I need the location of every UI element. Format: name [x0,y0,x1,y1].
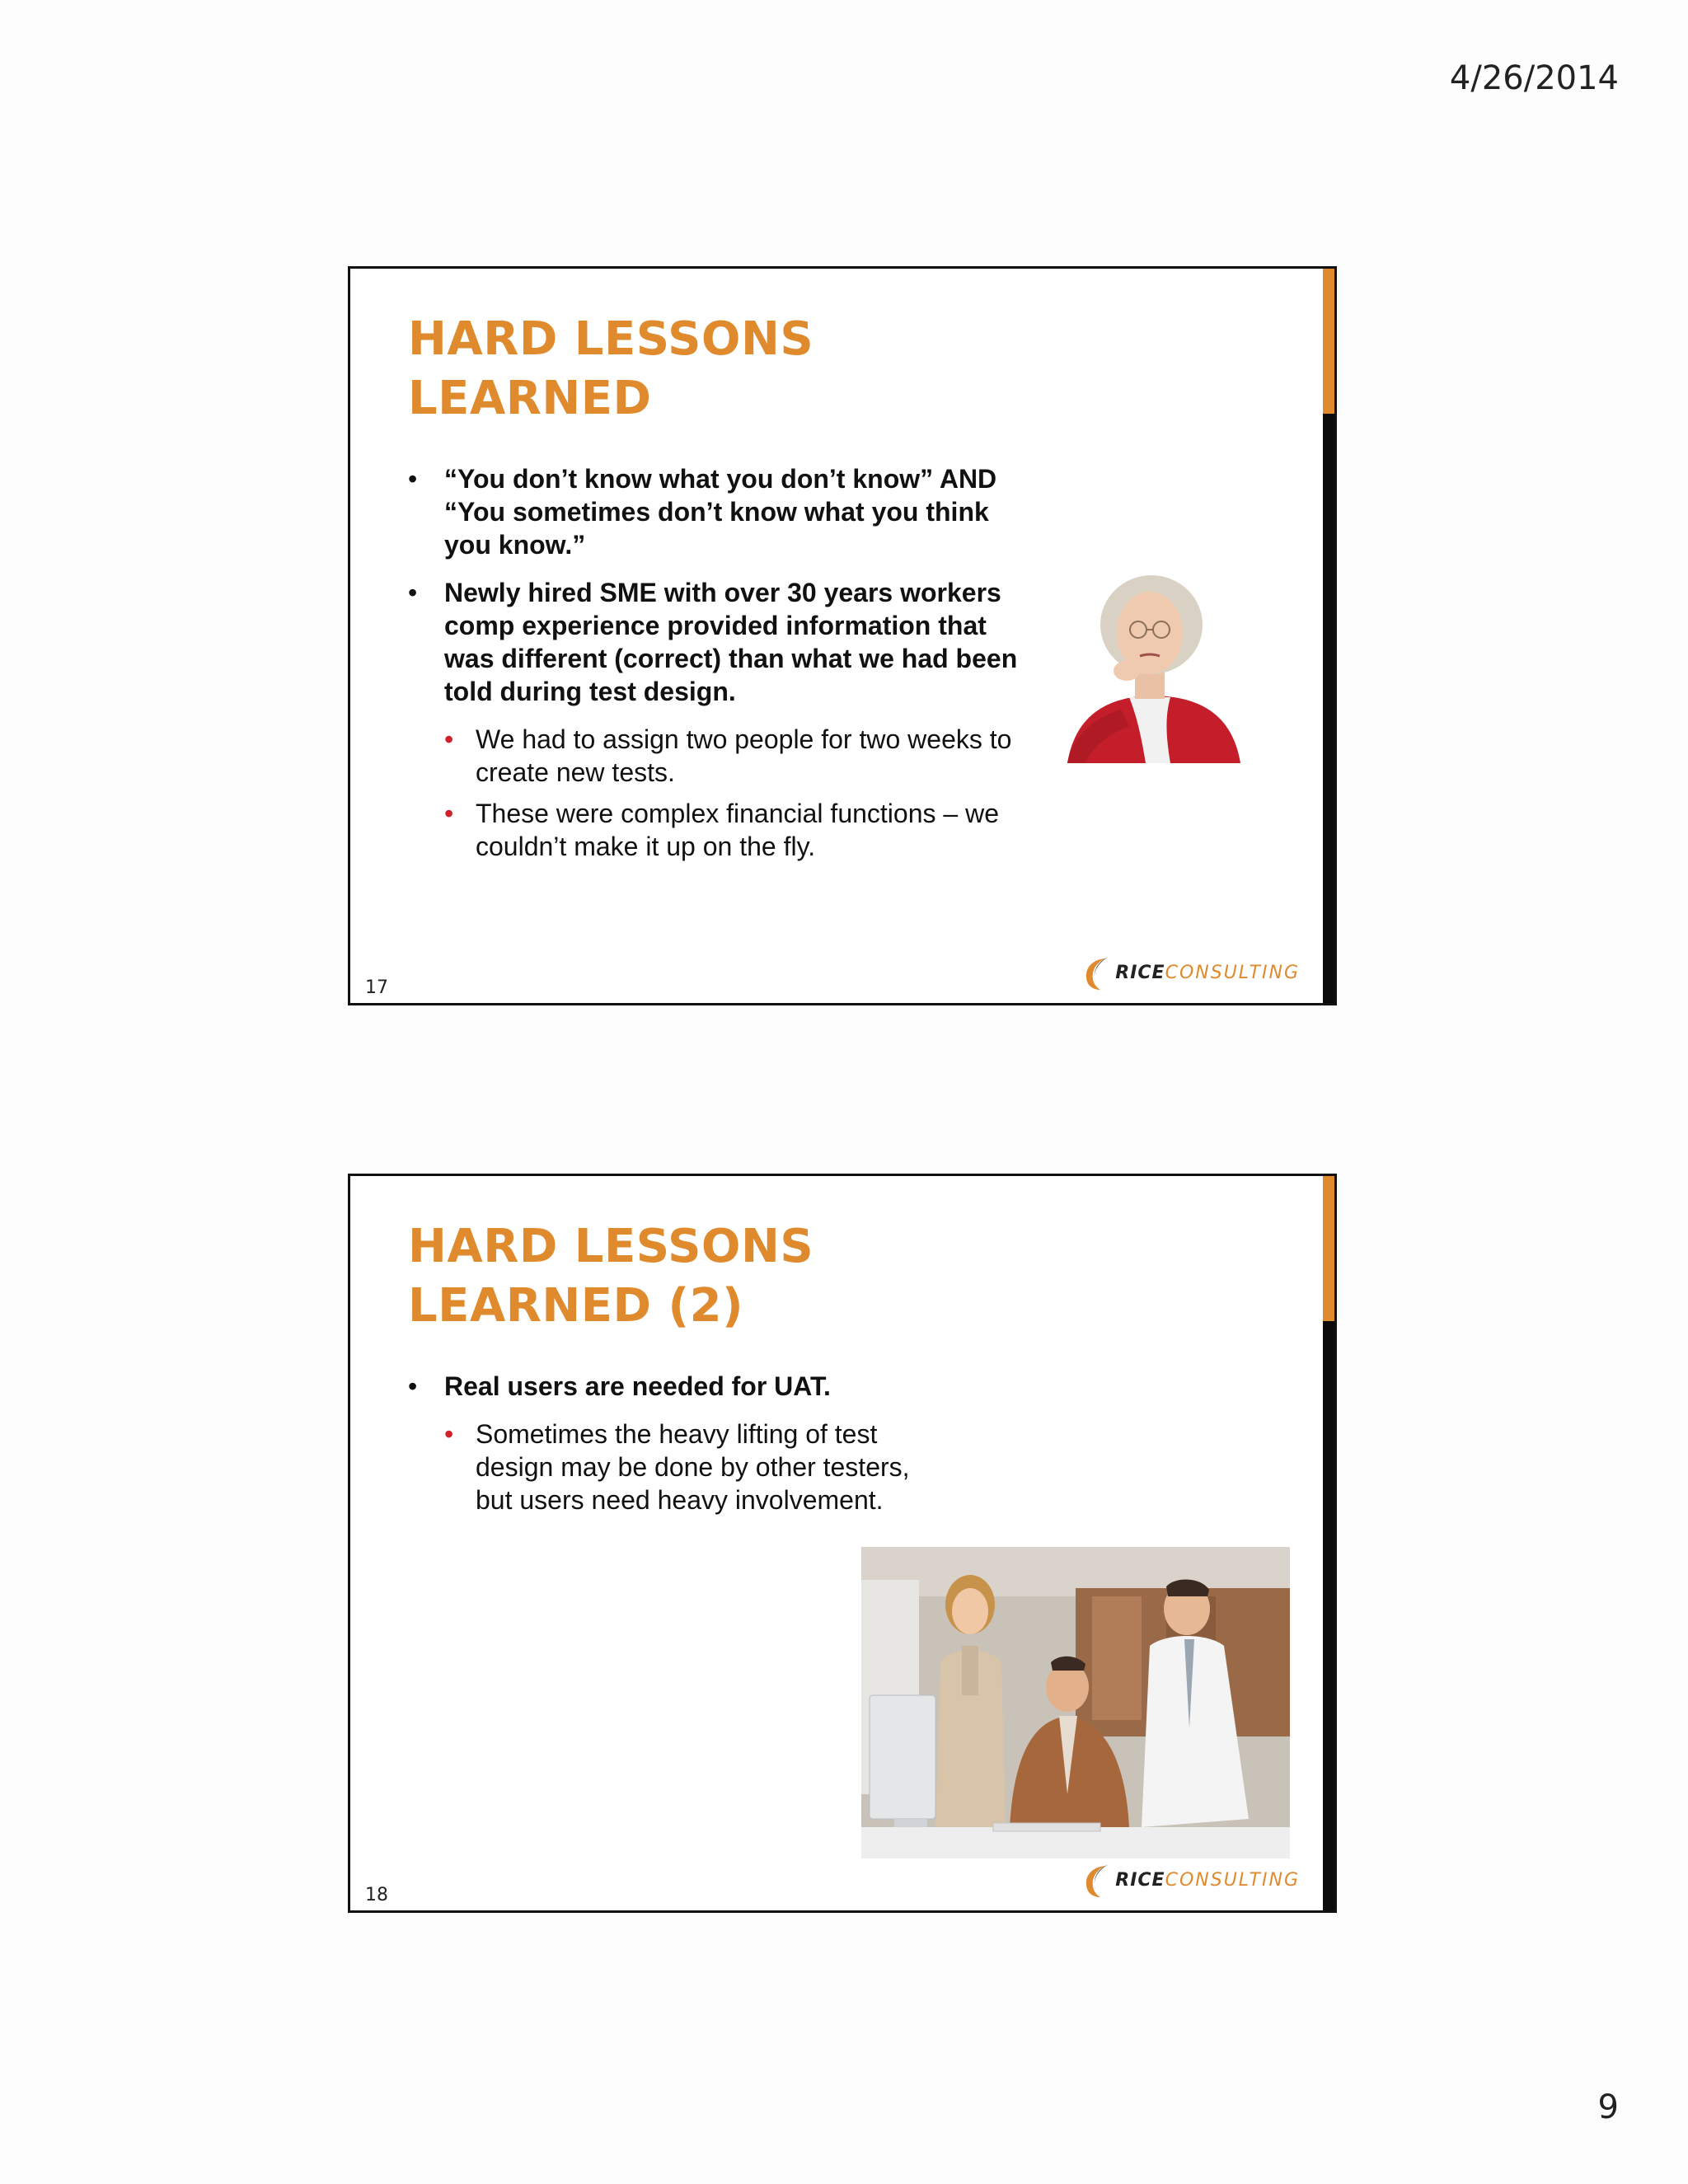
logo-text-rice: RICE [1115,1869,1165,1891]
logo-swoosh-icon [1081,954,1114,991]
bullet-icon: • [408,464,418,494]
slide-17 [348,266,1337,1005]
slide-18 [348,1174,1337,1913]
slide-title-line: HARD LESSONS [408,312,814,366]
slide-title-line: HARD LESSONS [408,1220,814,1273]
sub-bullet-icon: • [444,799,454,828]
bullet-text: “You don’t know what you don’t know” AND “You sometimes don’t know what you think you know.” [444,464,997,560]
slide-title [408,1217,814,1336]
bullet-text: Real users are needed for UAT. [444,1371,831,1401]
bullet-icon: • [408,1371,418,1401]
sub-bullet-item [408,723,1034,789]
bullet-icon: • [408,578,418,607]
sub-bullet-text: These were complex financial functions – we couldn’t make it up on the fly. [476,799,999,861]
bullet-text: Newly hired SME with over 30 years workers comp experience provided information that was different (correct) than what we had been told during test design. [444,578,1018,706]
bullet-list [408,1370,935,1525]
slide-number: 17 [365,977,388,998]
slide-title [408,310,814,429]
logo-swoosh-icon [1081,1861,1114,1899]
slide-title-line: LEARNED (2) [408,1279,744,1333]
bullet-list [408,462,1034,871]
slide-accent-bar [1323,1176,1334,1910]
logo-text-consulting: CONSULTING [1165,1869,1300,1891]
slide-number: 18 [365,1885,388,1905]
slide-accent-bar [1323,269,1334,1003]
bullet-item [408,462,1034,561]
header-date: 4/26/2014 [1449,59,1619,97]
logo-text-rice: RICE [1115,962,1165,983]
sub-bullet-text: We had to assign two people for two weeks to create new tests. [476,724,1012,787]
page-number: 9 [1597,2088,1619,2126]
sub-bullet-item [408,797,1034,863]
slide-title-line: LEARNED [408,372,652,425]
sub-bullet-icon: • [444,1419,454,1449]
rice-consulting-logo [1081,1859,1300,1900]
thinking-woman-photo [1034,574,1265,763]
rice-consulting-logo [1081,952,1300,993]
bullet-item [408,576,1034,708]
sub-bullet-text: Sometimes the heavy lifting of test design may be done by other testers, but users need heavy involvement. [476,1419,910,1515]
sub-bullet-icon: • [444,724,454,754]
bullet-item [408,1370,935,1403]
office-team-photo [861,1547,1290,1858]
logo-text-consulting: CONSULTING [1165,962,1300,983]
sub-bullet-item [408,1418,935,1516]
